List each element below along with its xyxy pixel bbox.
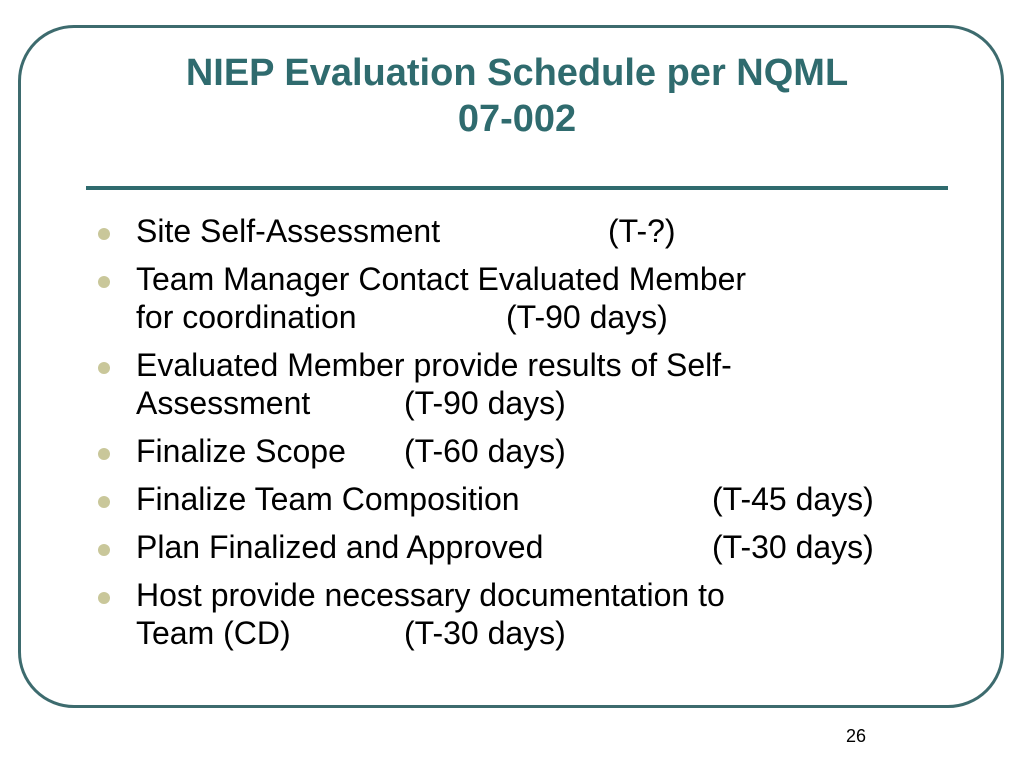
- list-item-time: (T-90 days): [404, 385, 566, 421]
- list-item-text: Finalize Team Composition: [136, 481, 520, 517]
- page-number: 26: [846, 726, 867, 746]
- list-item-text: Team (CD): [136, 615, 291, 651]
- bullet-icon: [98, 496, 110, 508]
- list-item-text: Team Manager Contact Evaluated Member: [136, 261, 747, 297]
- list-item-time: (T-60 days): [404, 433, 566, 469]
- bullet-icon: [98, 362, 110, 374]
- list-item-text: Site Self-Assessment: [136, 213, 441, 249]
- bullet-icon: [98, 228, 110, 240]
- list-item: [98, 528, 958, 566]
- list-item: [98, 212, 958, 250]
- list-item-time: (T-?): [608, 213, 676, 249]
- slide-title-line-1: NIEP Evaluation Schedule per NQML: [185, 52, 849, 94]
- list-item-line: [136, 576, 958, 614]
- list-item-time: (T-90 days): [506, 299, 668, 335]
- list-item-text: for coordination: [136, 299, 357, 335]
- title-divider: [86, 186, 948, 190]
- list-item: [98, 480, 958, 518]
- list-item-text: Host provide necessary documentation to: [136, 577, 725, 613]
- list-item-line: [136, 346, 958, 384]
- list-item-line: [136, 614, 958, 652]
- schedule-list: [98, 212, 958, 662]
- list-item-text: Evaluated Member provide results of Self-: [136, 347, 732, 383]
- bullet-icon: [98, 592, 110, 604]
- list-item: [98, 432, 958, 470]
- list-item-time: (T-30 days): [404, 615, 566, 651]
- list-item-time: (T-30 days): [712, 529, 874, 565]
- list-item: [98, 576, 958, 652]
- list-item: [98, 260, 958, 336]
- list-item-text: Finalize Scope: [136, 433, 346, 469]
- bullet-icon: [98, 276, 110, 288]
- slide-title-line-2: 07-002: [457, 98, 577, 140]
- slide-title: [60, 50, 974, 142]
- bullet-icon: [98, 544, 110, 556]
- list-item-line: [136, 432, 958, 470]
- list-item: [98, 346, 958, 422]
- list-item-line: [136, 480, 958, 518]
- list-item-text: Plan Finalized and Approved: [136, 529, 544, 565]
- list-item-line: [136, 528, 958, 566]
- list-item-line: [136, 298, 958, 336]
- list-item-time: (T-45 days): [712, 481, 874, 517]
- list-item-line: [136, 384, 958, 422]
- list-item-line: [136, 260, 958, 298]
- bullet-icon: [98, 448, 110, 460]
- list-item-text: Assessment: [136, 385, 311, 421]
- list-item-line: [136, 212, 958, 250]
